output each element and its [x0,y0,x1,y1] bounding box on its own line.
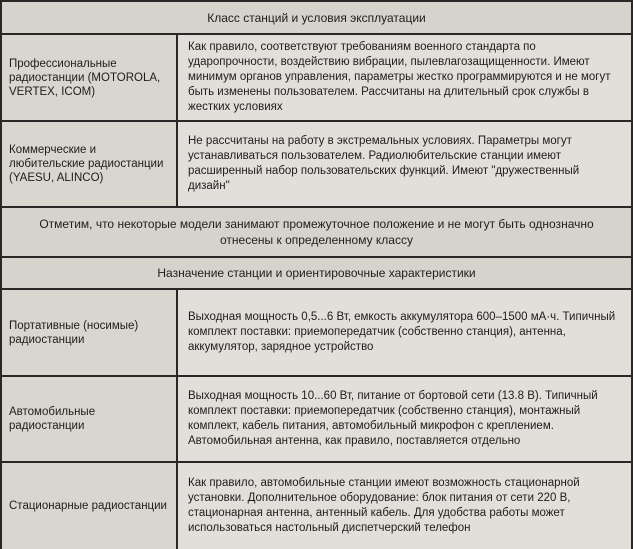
note-row [2,208,631,258]
header-station-purpose [2,258,631,290]
row-label-cell [2,290,178,375]
row-label: Портативные (носимые) радиостанции [9,319,139,346]
row-label: Стационарные радиостанции [9,500,167,512]
table-row-commercial [2,122,631,208]
table-row-vehicle [2,377,631,463]
header-station-class-text: Класс станций и условия эксплуатации [207,10,426,25]
row-label: Автомобильные радиостанции [9,406,96,432]
row-description: Выходная мощность 0,5...6 Вт, емкость аккумулятора 600–1500 мА·ч. Типичный комплект поставки: приемопередатчик (собственно станция), антенна, аккумулятор, зарядное устройство [188,311,616,353]
row-description: Как правило, автомобильные станции имеют возможность стационарной установки. Дополнительное оборудование: блок питания от сети 220 В, стационарная антенна, антенный кабель. Для удобства работы может использоваться настольный диспетчерский телефон [188,477,580,534]
header-station-purpose-text: Назначение станции и ориентировочные характеристики [157,266,476,280]
row-description-cell [178,377,631,461]
table-row-portable [2,290,631,377]
row-label-cell [2,377,178,461]
header-station-class [2,2,631,35]
table-row-stationary [2,463,631,549]
row-label-cell [2,122,178,206]
row-label: Профессиональные радиостанции (MOTOROLA, VERTEX, ICOM) [9,57,161,98]
row-label: Коммерческие и любительские радиостанции (YAESU, ALINCO) [9,144,164,184]
row-description-cell [178,35,631,120]
row-description: Выходная мощность 10...60 Вт, питание от бортовой сети (13.8 В). Типичный комплект поставки: приемопередатчик (собственно станция), монтажный комплект, кабель питания, автомобильный микрофон с креплением. Автомобильная антенна, как правило, поставляется отдельно [188,390,598,447]
row-description-cell [178,122,631,206]
row-description-cell [178,463,631,549]
note-text: Отметим, что некоторые модели занимают промежуточное положение и не могут быть однозначно отнесены к определенному классу [39,217,594,247]
row-description-cell [178,290,631,375]
row-description: Как правило, соответствуют требованиям военного стандарта по ударопрочности, воздействию вибрации, пылевлагозащищенности. Имеют минимум органов управления, параметры жестко программируются и не могут быть изменены пользователем. Рассчитаны на длительный срок службы в жестких условиях [188,41,611,113]
row-label-cell [2,463,178,549]
row-label-cell [2,35,178,120]
table-row-professional [2,35,631,122]
row-description: Не рассчитаны на работу в экстремальных условиях. Параметры могут устанавливаться пользователем. Радиолюбительские станции имеют расширенный набор пользовательских функций. Имеют "дружественный дизайн" [188,135,580,192]
